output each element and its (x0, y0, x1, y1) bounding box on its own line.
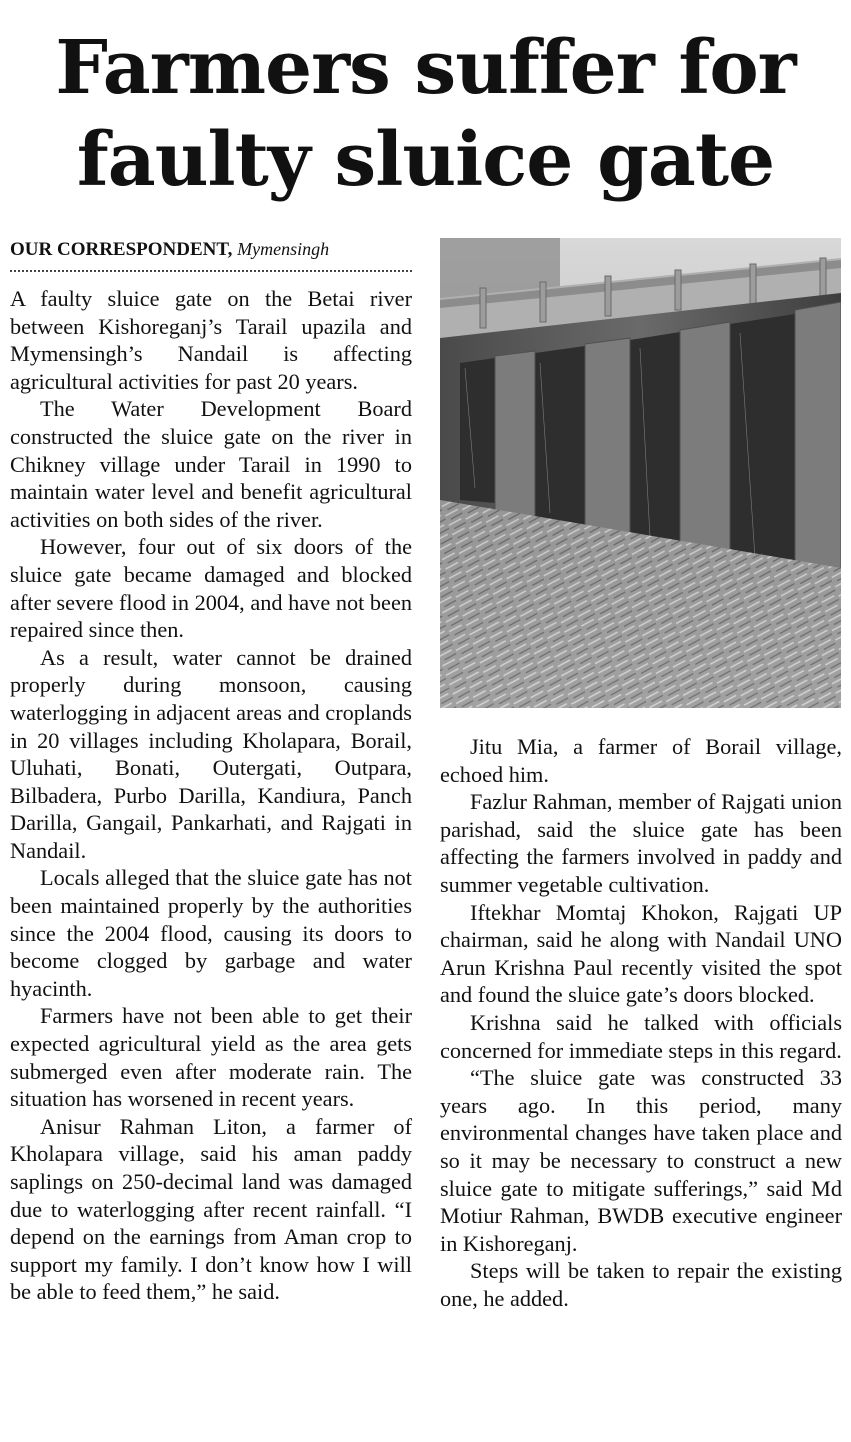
article-paragraph: Jitu Mia, a farmer of Borail village, echoed him. (440, 734, 842, 787)
headline (0, 22, 851, 206)
headline-line-2: faulty sluice gate (76, 117, 775, 203)
article-paragraph: “The sluice gate was constructed 33 years ago. In this period, many environmental changes have taken place and so it may be necessary to construct a new sluice gate to mitigate sufferings,” said Md Motiur Rahman, BWDB executive engineer in Kishoreganj. (440, 1065, 842, 1256)
article-paragraph: Iftekhar Momtaj Khokon, Rajgati UP chairman, said he along with Nandail UNO Arun Krishna Paul recently visited the spot and found the sluice gate’s doors blocked. (440, 899, 842, 1008)
byline (10, 236, 412, 263)
article-paragraph: Krishna said he talked with officials concerned for immediate steps in this regard. (440, 1009, 842, 1063)
article-column-left (10, 285, 412, 1306)
byline-divider (10, 270, 412, 272)
article-column-right (440, 733, 842, 1312)
article-paragraph: A faulty sluice gate on the Betai river between Kishoreganj’s Tarail upazila and Mymensingh’s Nandail is affecting agricultural activities for past 20 years. (10, 286, 412, 394)
headline-line-1: Farmers suffer for (55, 25, 796, 111)
byline-location: Mymensingh (237, 239, 330, 259)
article-paragraph: Fazlur Rahman, member of Rajgati union parishad, said the sluice gate has been affecting the farmers involved in paddy and summer vegetable cultivation. (440, 789, 842, 897)
article-paragraph: Farmers have not been able to get their expected agricultural yield as the area gets submerged even after moderate rain. The situation has worsened in recent years. (10, 1003, 412, 1112)
article-paragraph: However, four out of six doors of the sluice gate became damaged and blocked after severe flood in 2004, and have not been repaired since then. (10, 534, 412, 643)
article-paragraph: Anisur Rahman Liton, a farmer of Kholapara village, said his aman paddy saplings on 250-decimal land was damaged due to waterlogging after recent rainfall. “I depend on the earnings from Aman crop to support my family. I don’t know how I will be able to feed them,” he said. (10, 1113, 412, 1305)
article-paragraph: The Water Development Board constructed the sluice gate on the river in Chikney village under Tarail in 1990 to maintain water level and benefit agricultural activities on both sides of the river. (10, 396, 412, 532)
article-paragraph: Locals alleged that the sluice gate has not been maintained properly by the authorities since the 2004 flood, causing its doors to become clogged by garbage and water hyacinth. (10, 865, 412, 1001)
byline-author: OUR CORRESPONDENT, (10, 239, 233, 260)
article-paragraph: Steps will be taken to repair the existing one, he added. (440, 1258, 842, 1311)
sluice-gate-photo (440, 238, 841, 708)
article-paragraph: As a result, water cannot be drained properly during monsoon, causing waterlogging in adjacent areas and croplands in 20 villages including Kholapara, Borail, Uluhati, Bonati, Outergati, Outpara, Bilbadera, Purbo Darilla, Kandiura, Panch Darilla, Gangail, Pankarhati, and Rajgati in Nandail. (10, 644, 412, 863)
